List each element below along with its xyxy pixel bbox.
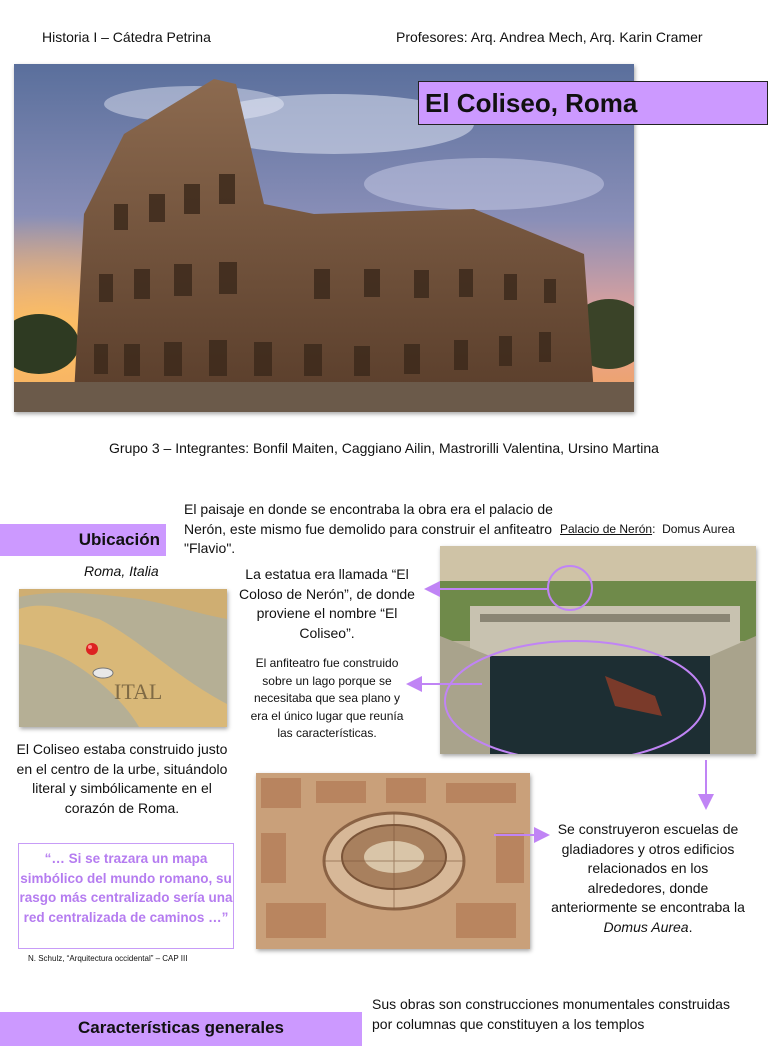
professors-header: Profesores: Arq. Andrea Mech, Arq. Karin Cramer <box>396 29 703 45</box>
palacio-colon: : <box>652 522 663 536</box>
section-ubicacion: Ubicación <box>0 524 166 556</box>
escuelas-text-italic: Domus Aurea <box>603 918 689 935</box>
quote-citation: N. Schulz, “Arquitectura occidental” – CAP III <box>28 954 188 963</box>
page-title: El Coliseo, Roma <box>418 81 768 125</box>
section-caracteristicas: Características generales <box>0 1012 362 1046</box>
obras-text: Sus obras son construcciones monumentales construidas por columnas que constituyen a los templos <box>372 996 730 1032</box>
course-header: Historia I – Cátedra Petrina <box>42 29 211 45</box>
intro-text: El paisaje en donde se encontraba la obra era el palacio de Nerón, este mismo fue demolido para construir el anfiteatro "Flavio". <box>184 501 553 556</box>
escuelas-text-end: . <box>688 918 693 935</box>
palacio-value: Domus Aurea <box>662 522 735 536</box>
centro-text: El Coliseo estaba construido justo en el centro de la urbe, situándolo literal y simbólicamente en el corazón de Roma. <box>16 741 228 816</box>
palacio-label: Palacio de Nerón <box>560 522 653 536</box>
svg-text:ITAL: ITAL <box>114 679 163 704</box>
group-members: Grupo 3 – Integrantes: Bonfil Maiten, Caggiano Ailin, Mastrorilli Valentina, Ursino Martina <box>109 440 659 456</box>
escuelas-text-main: Se construyeron escuelas de gladiadores y otros edificios relacionados en los alrededores, donde anteriormente se encontraba la <box>551 821 745 915</box>
quote-box: “… Si se trazara un mapa simbólico del mundo romano, su rasgo más centralizado sería una red centralizada de caminos …” <box>18 843 234 949</box>
location-label: Roma, Italia <box>84 563 159 579</box>
lago-text: El anfiteatro fue construido sobre un lago porque se necesitaba que sea plano y era el único lugar que reunía las características. <box>250 656 404 740</box>
estatua-text: La estatua era llamada “El Coloso de Nerón”, de donde proviene el nombre “El Coliseo”. <box>239 566 415 641</box>
